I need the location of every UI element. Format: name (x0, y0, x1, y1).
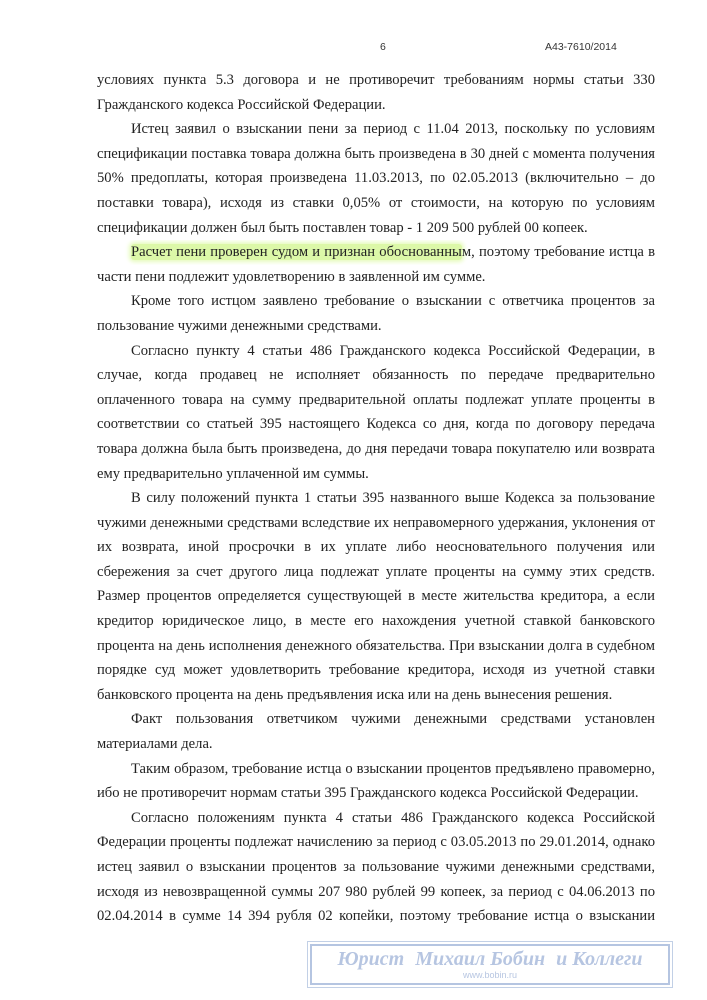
paragraph (97, 806, 655, 929)
text-line: кредитор юридическое лицо, в месте его нахождения учетной ставкой банковского (97, 613, 655, 630)
text-line: части пени подлежит удовлетворению в заявленной им сумме. (97, 268, 486, 285)
paragraph (97, 289, 655, 338)
paragraph (97, 757, 655, 806)
text-line: Согласно пункту 4 статьи 486 Гражданского кодекса Российской Федерации, в (131, 342, 655, 359)
highlighted-text: Расчет пени проверен судом и признан обоснованны (131, 244, 462, 261)
text-line: спецификации поставка товара должна быть произведена в 30 дней с момента получения (97, 145, 655, 162)
paragraph (97, 240, 655, 289)
text-line: их возврата, иной просрочки в их уплате либо неосновательного получения или (97, 539, 655, 556)
watermark-line: Юрист (337, 948, 405, 970)
document-body (97, 68, 655, 929)
text-line: Факт пользования ответчиком чужими денежными средствами установлен (131, 711, 655, 728)
text-line: Гражданского кодекса Российской Федерации. (97, 96, 386, 113)
text-line: поставки товара), исходя из ставки 0,05% от стоимости, на которую по условиям (97, 194, 655, 211)
text-line: материалами дела. (97, 736, 213, 753)
text-line: Истец заявил о взыскании пени за период с 11.04 2013, поскольку по условиям (131, 121, 655, 138)
text-line: случае, когда продавец не исполняет обязанность по передаче предварительно (97, 367, 655, 384)
text-line: чужими денежными средствами вследствие их неправомерного удержания, уклонения от (97, 514, 655, 531)
text-line: Согласно положениям пункта 4 статьи 486 Гражданского кодекса Российской (131, 809, 655, 826)
watermark-stamp (310, 944, 670, 985)
text-line: банковского процента на день предъявления иска или на день вынесения решения. (97, 686, 613, 703)
text-line: товара должна была быть произведена, до дня передачи товара покупателю или возврата (97, 440, 655, 457)
text-line: процента на день исполнения денежного обязательства. При взыскании долга в судебном (97, 637, 655, 654)
text-line: ибо не противоречит нормам статьи 395 Гражданского кодекса Российской Федерации. (97, 785, 639, 802)
text-line: спецификации должен был быть поставлен товар - 1 209 500 рублей 00 копеек. (97, 219, 588, 236)
text-line: Федерации проценты подлежат начислению за период с 03.05.2013 по 29.01.2014, однако (97, 834, 655, 851)
text-line: 50% предоплаты, которая произведена 11.03.2013, по 02.05.2013 (включительно – до (97, 170, 655, 187)
paragraph (97, 68, 655, 117)
text-line (97, 240, 655, 265)
paragraph (97, 707, 655, 756)
text-segment: м, поэтому требование истца в (461, 244, 655, 261)
text-line: Размер процентов определяется существующей в месте жительства кредитора, а если (97, 588, 655, 605)
watermark-url: www.bobin.ru (462, 970, 518, 980)
case-number: А43-7610/2014 (545, 41, 617, 53)
text-line: пользование чужими денежными средствами. (97, 317, 382, 334)
page-number: 6 (380, 41, 386, 53)
paragraph (97, 486, 655, 707)
text-line: условиях пункта 5.3 договора и не противоречит требованиям нормы статьи 330 (97, 72, 655, 88)
text-line: истец заявил о взыскании процентов за пользование чужими денежными средствами, (97, 859, 655, 875)
text-line: сбережения за счет другого лица подлежат уплате проценты на сумму этих средств. (97, 563, 655, 580)
text-line: соответствии со статьей 395 настоящего Кодекса со дня, когда по договору передача (97, 416, 655, 433)
text-line: Кроме того истцом заявлено требование о взыскании с ответчика процентов за (131, 293, 655, 310)
text-line: порядке суд может удовлетворить требование кредитора, исходя из учетной ставки (97, 662, 655, 679)
watermark-line: и Коллеги (556, 948, 643, 970)
text-line: ему предварительно уплаченной им суммы. (97, 465, 369, 482)
text-line: Таким образом, требование истца о взыскании процентов предъявлено правомерно, (131, 760, 655, 777)
watermark-line: Михаил Бобин (415, 948, 546, 970)
paragraph (97, 117, 655, 240)
text-line: оплаченного товара на сумму предварительной оплаты подлежат уплате проценты в (97, 391, 655, 408)
text-line: В силу положений пункта 1 статьи 395 названного выше Кодекса за пользование (131, 490, 655, 507)
text-line: исходя из невозвращенной суммы 207 980 рублей 99 копеек, за период с 04.06.2013 по (97, 883, 655, 900)
paragraph (97, 339, 655, 487)
text-line: 02.04.2014 в сумме 14 394 рубля 02 копейки, поэтому требование истца о взыскании (97, 908, 655, 925)
watermark-title-row (318, 948, 662, 970)
